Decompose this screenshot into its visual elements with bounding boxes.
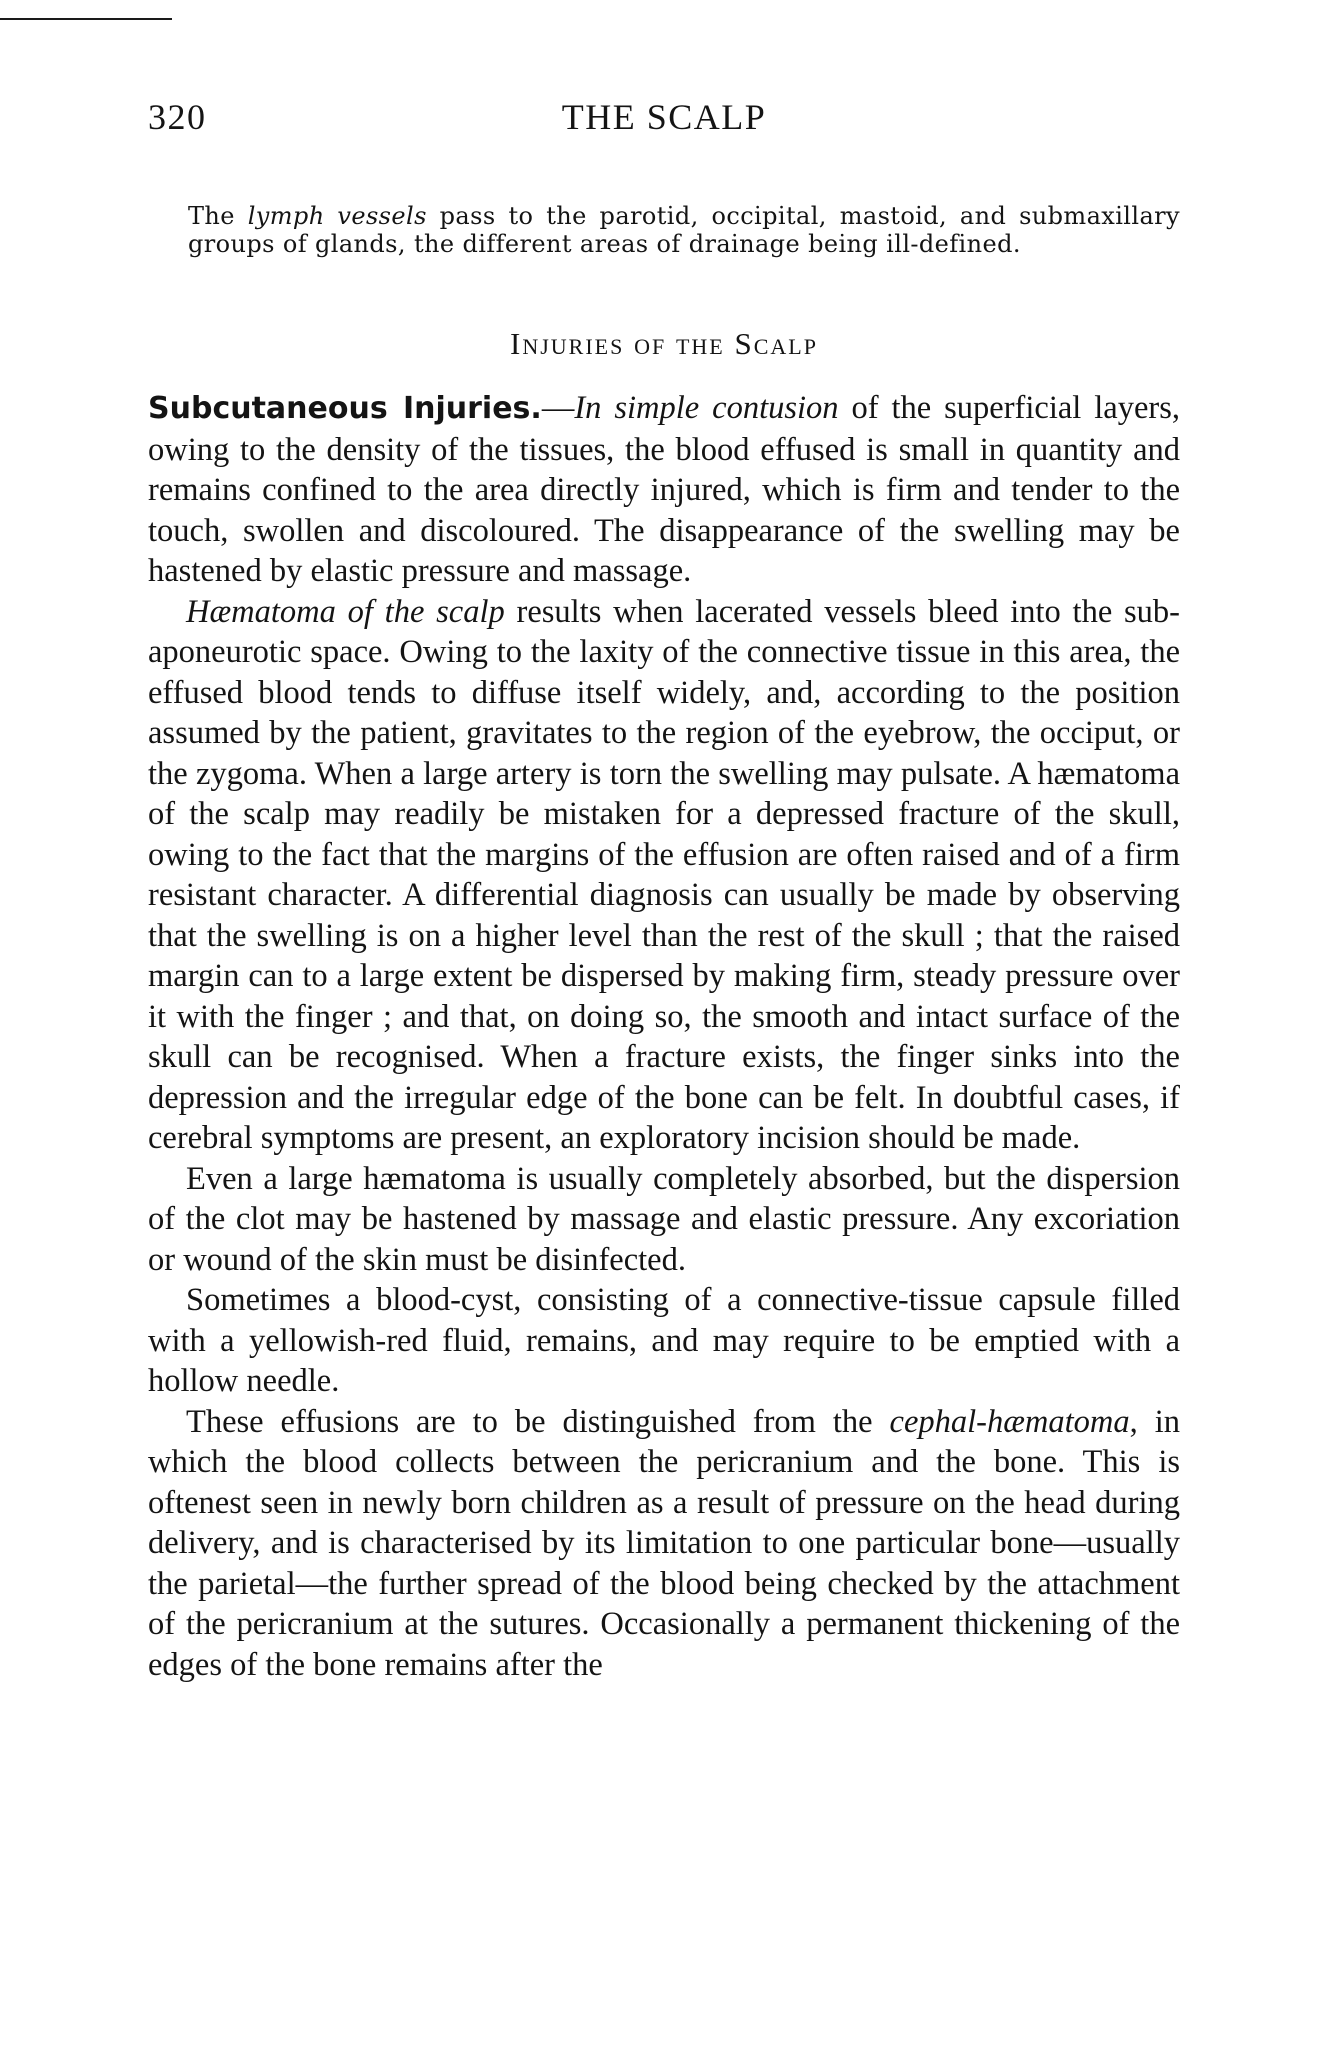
blood-cyst-text: Sometimes a blood-cyst, consisting of a connective-tissue capsule filled with a yellowish-red fluid, remains, and may require to be emptied with a hollow needle. bbox=[148, 1282, 1180, 1399]
running-head bbox=[148, 96, 1180, 136]
subcutaneous-italic: In simple contusion bbox=[574, 390, 839, 426]
subcutaneous-text: of the superficial layers, owing to the density of the tissues, the blood effused is small in quantity and remains confined to the area directly injured, which is firm and tender to the touch, swollen and discoloured. The disappearance of the swelling may be hastened by elastic pressure and massage. bbox=[148, 390, 1180, 589]
corner-rule bbox=[0, 18, 172, 20]
lymph-prefix: The bbox=[188, 202, 248, 230]
lymph-italic: lymph vessels bbox=[247, 202, 427, 230]
absorption-text: Even a large hæmatoma is usually completely absorbed, but the dispersion of the clot may be hastened by massage and elastic pressure. Any excoriation or wound of the skin must be disinfected. bbox=[148, 1160, 1180, 1278]
cephal-text: , in which the blood collects between the pericranium and the bone. This is oftenest seen in newly born children as a result of pressure on the head during delivery, and is characterised by its limitation to one particular bone—usually the parietal—the further spread of the blood being checked by the attachment of the pericranium at the sutures. Occasionally a permanent thickening of the edges of the bone remains after the bbox=[148, 1403, 1181, 1683]
haematoma-text: results when lacerated vessels bleed into the sub-aponeurotic space. Owing to the laxity of the connective tissue in this area, the effused blood tends to diffuse itself widely, and, according to the position assumed by the patient, gravitates to the region of the eyebrow, the occiput, or the zygoma. When a large artery is torn the swelling may pulsate. A hæmatoma of the scalp may readily be mistaken for a depressed fracture of the skull, owing to the fact that the margins of the effusion are often raised and of a firm resistant character. A differential diagnosis can usually be made by observing that the swelling is on a higher level than the rest of the skull ; that the raised margin can to a large extent be dispersed by making firm, steady pressure over it with the finger ; and that, on doing so, the smooth and intact surface of the skull can be recognised. When a fracture exists, the finger sinks into the depression and the irregular edge of the bone can be felt. In doubtful cases, if cerebral symptoms are present, an exploratory incision should be made. bbox=[148, 593, 1180, 1156]
cephal-italic: cephal-hæmatoma bbox=[889, 1403, 1130, 1440]
cephal-haematoma-paragraph bbox=[148, 1402, 1180, 1686]
subcutaneous-heading: Subcutaneous Injuries. bbox=[148, 391, 542, 426]
absorption-paragraph bbox=[148, 1159, 1180, 1281]
lymph-vessels-paragraph bbox=[188, 202, 1180, 258]
body-text bbox=[148, 388, 1180, 1685]
running-title: THE SCALP bbox=[561, 97, 767, 137]
subcutaneous-paragraph bbox=[148, 388, 1180, 592]
haematoma-italic: Hæmatoma of the scalp bbox=[186, 593, 505, 630]
blood-cyst-paragraph bbox=[148, 1280, 1180, 1402]
cephal-prefix: These effusions are to be distinguished from the bbox=[186, 1403, 890, 1440]
subcutaneous-dash: — bbox=[541, 390, 575, 426]
page-number: 320 bbox=[148, 97, 207, 137]
lymph-text: pass to the parotid, occipital, mastoid, and submaxillary groups of glands, the different areas of drainage being ill-defined. bbox=[188, 202, 1180, 258]
section-heading: Injuries of the Scalp bbox=[510, 326, 818, 361]
haematoma-paragraph bbox=[148, 592, 1180, 1159]
